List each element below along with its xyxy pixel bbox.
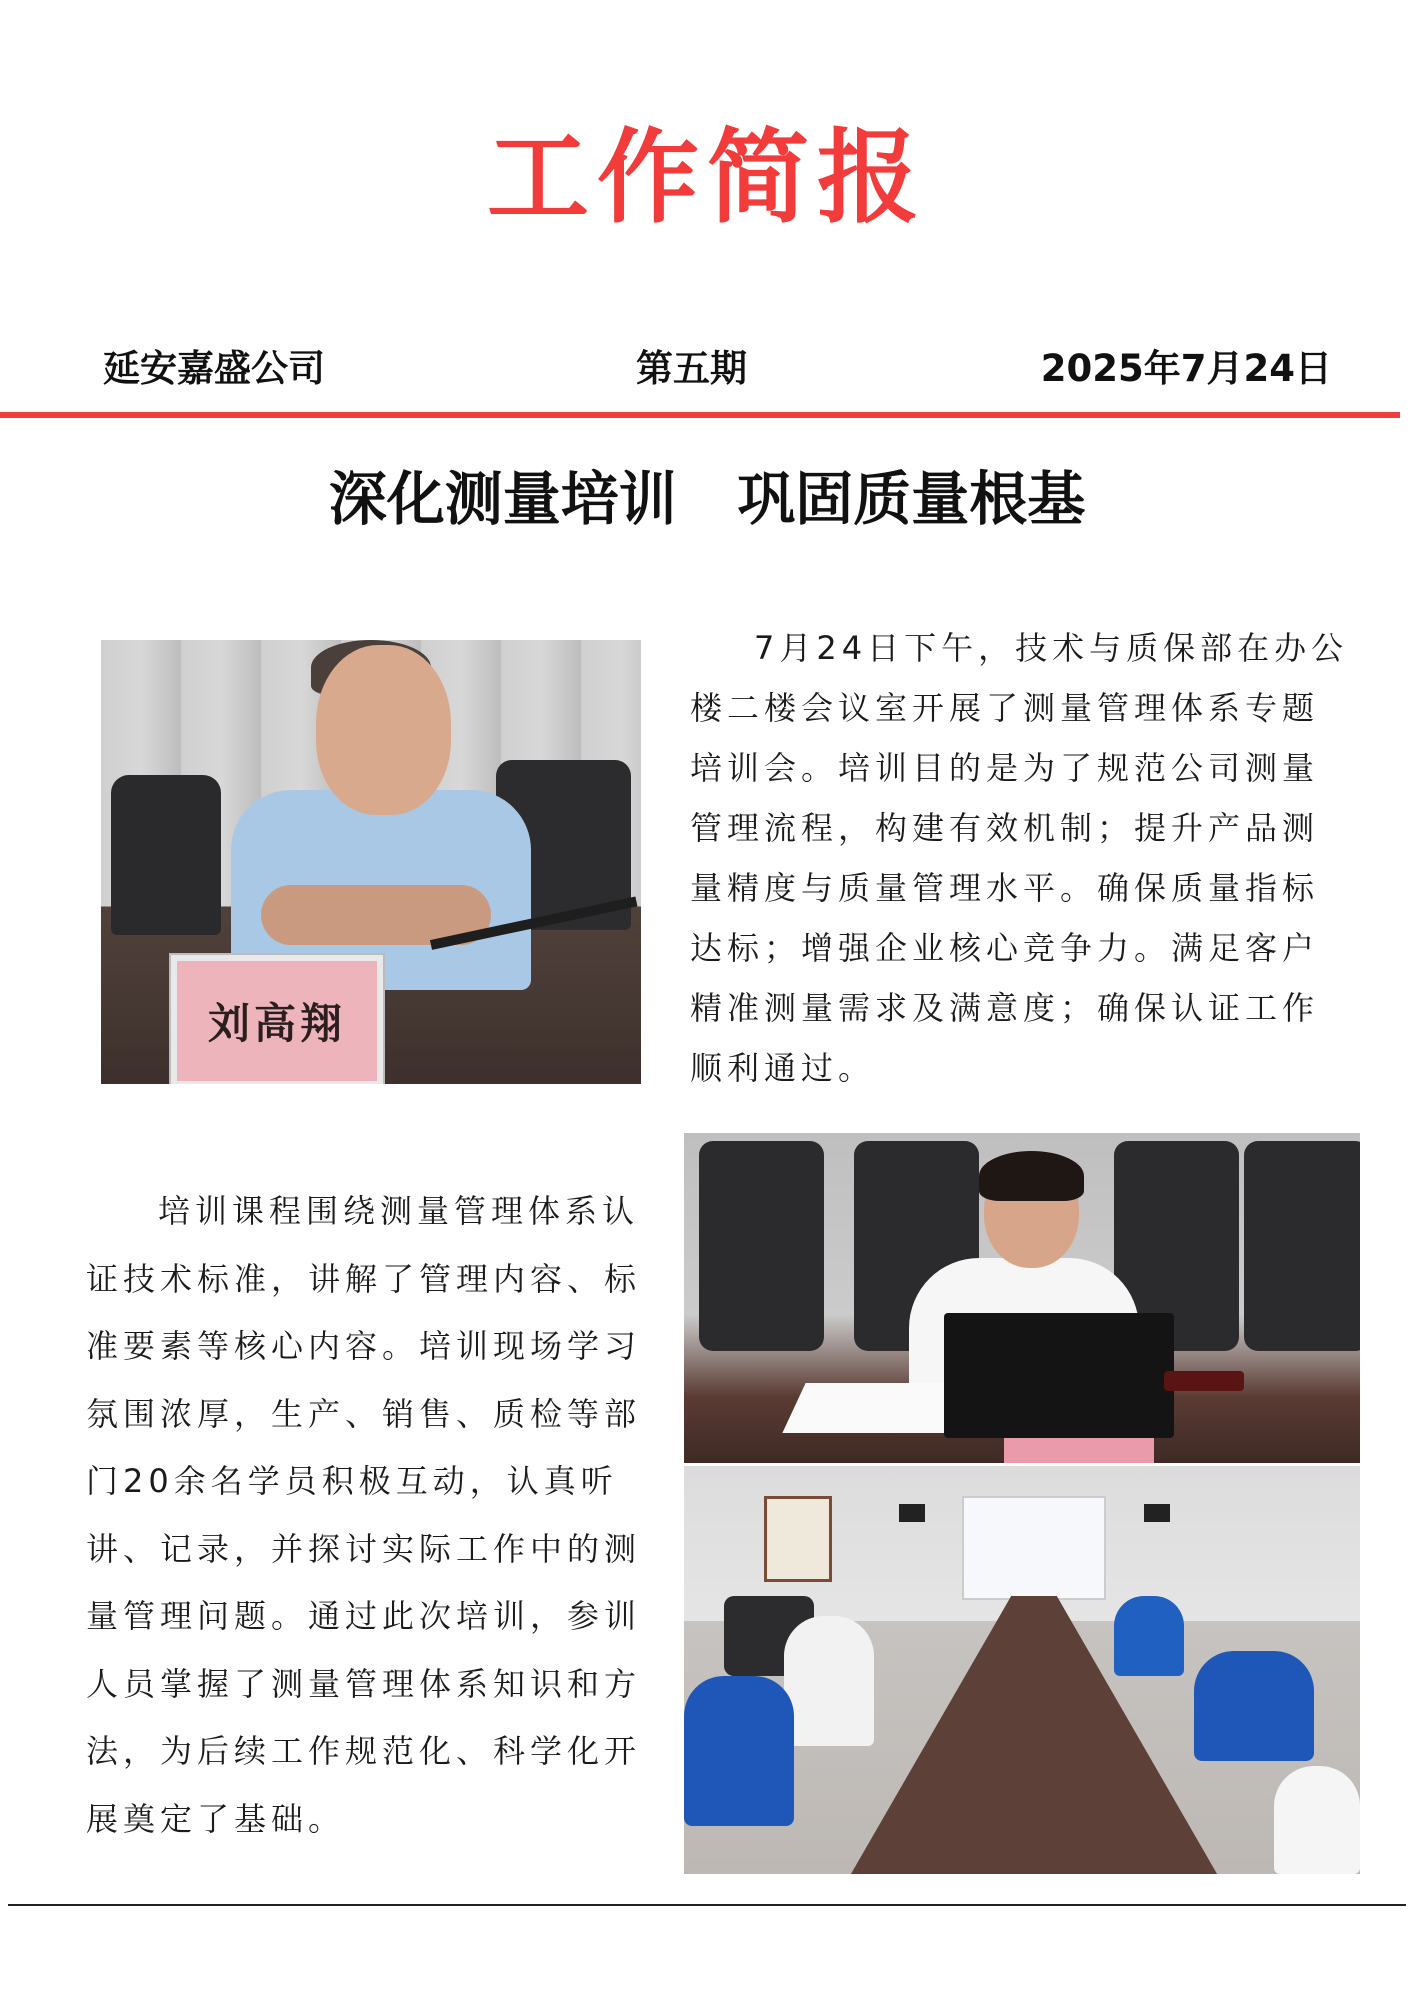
article-paragraph-2: 培训课程围绕测量管理体系认证技术标准，讲解了管理内容、标准要素等核心内容。培训现场学习氛围浓厚，生产、销售、质检等部门20余名学员积极互动，认真听讲、记录，并探讨实际工作中的测量管理问题。通过此次培训，参训人员掌握了测量管理体系知识和方法，为后续工作规范化、科学化开展奠定了基础。 [86, 1192, 642, 1838]
newsletter-title: 工作简报 [487, 119, 927, 238]
header-divider [0, 412, 1400, 418]
issue-date: 2025年7月24日 [1040, 347, 1332, 390]
presenter-photo [684, 1133, 1360, 1463]
issue-number: 第五期 [636, 347, 747, 390]
speaker-nameplate: 刘高翔 [171, 955, 383, 1084]
article-paragraph-1: 7月24日下午，技术与质保部在办公楼二楼会议室开展了测量管理体系专题培训会。培训目的是为了规范公司测量管理流程，构建有效机制；提升产品测量精度与质量管理水平。确保质量指标达标；增强企业核心竞争力。满足客户精准测量需求及满意度；确保认证工作顺利通过。 [690, 629, 1349, 1087]
speaker-photo [101, 640, 641, 1084]
article-headline: 深化测量培训 巩固质量根基 [328, 465, 1086, 533]
footer-divider [8, 1904, 1406, 1906]
meeting-room-photo [684, 1466, 1360, 1874]
organization-name: 延安嘉盛公司 [103, 347, 325, 390]
